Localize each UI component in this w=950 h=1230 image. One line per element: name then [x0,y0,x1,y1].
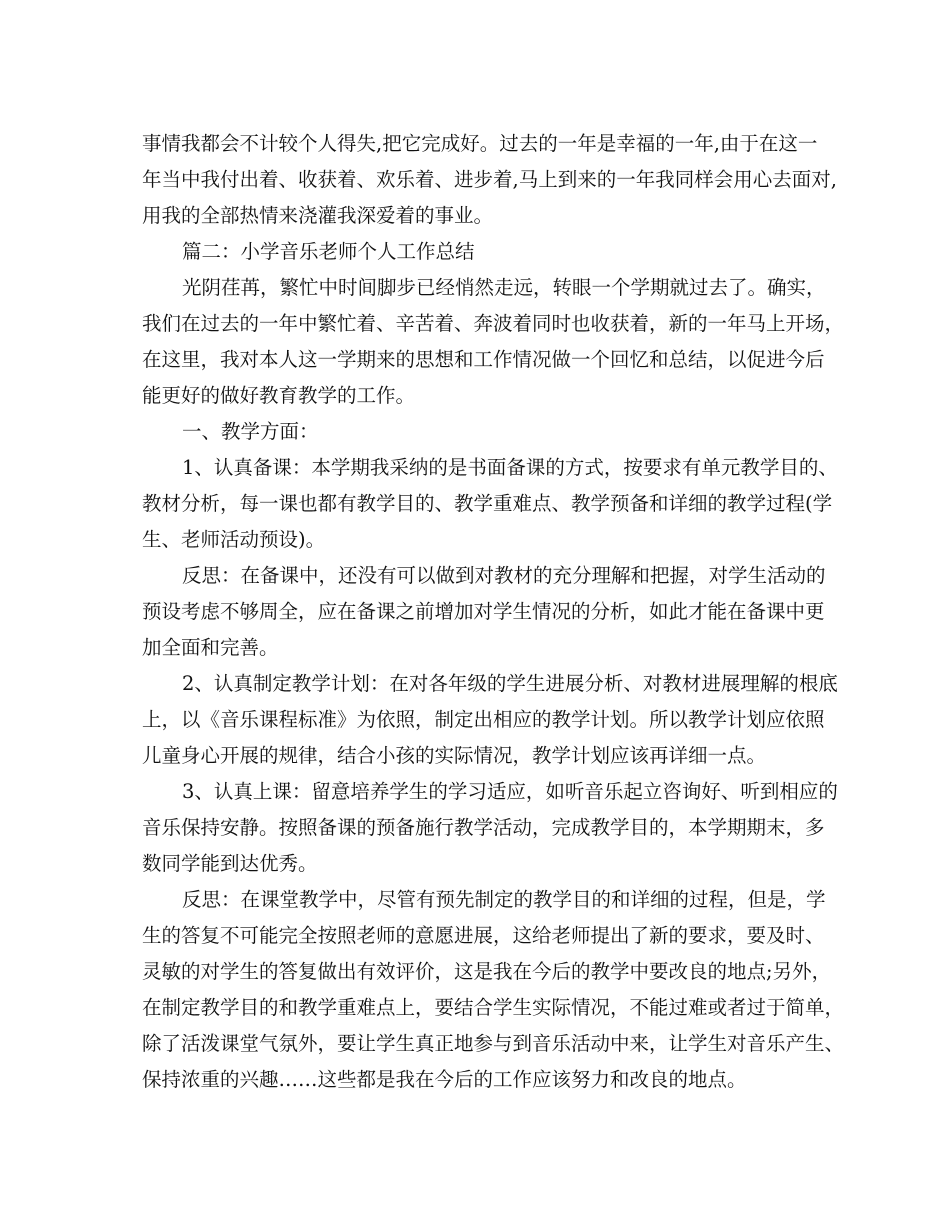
text-line: 反思：在课堂教学中，尽管有预先制定的教学目的和详细的过程，但是，学 [182,888,826,911]
text-line: 音乐保持安静。按照备课的预备施行教学活动，完成教学目的，本学期期末，多 [142,816,825,839]
text-line: 事情我都会不计较个人得失,把它完成好。过去的一年是幸福的一年,由于在这一 [142,132,818,155]
text-line: 除了活泼课堂气氛外，要让学生真正地参与到音乐活动中来，让学生对音乐产生、 [142,1032,845,1055]
text-line: 反思：在备课中，还没有可以做到对教材的充分理解和把握，对学生活动的 [182,564,826,587]
text-line: 我们在过去的一年中繁忙着、辛苦着、奔波着同时也收获着，新的一年马上开场， [142,312,845,335]
text-line: 灵敏的对学生的答复做出有效评价，这是我在今后的教学中要改良的地点;另外， [142,960,832,983]
text-line: 教材分析，每一课也都有教学目的、教学重难点、教学预备和详细的教学过程(学 [142,492,833,515]
text-line: 年当中我付出着、收获着、欢乐着、进步着,马上到来的一年我同样会用心去面对, [142,168,837,191]
text-line: 在制定教学目的和教学重难点上，要结合学生实际情况，不能过难或者过于简单， [142,996,845,1019]
text-line: 加全面和完善。 [142,636,279,659]
text-line: 篇二：小学音乐老师个人工作总结 [182,240,475,263]
text-line: 生、老师活动预设)。 [142,528,326,551]
text-line: 一、教学方面： [182,420,319,443]
text-line: 3、认真上课：留意培养学生的学习适应，如听音乐起立咨询好、听到相应的 [182,780,838,803]
text-line: 保持浓重的兴趣……这些都是我在今后的工作应该努力和改良的地点。 [142,1068,747,1091]
text-line: 光阴荏苒，繁忙中时间脚步已经悄然走远，转眼一个学期就过去了。确实， [182,276,826,299]
document-body [142,126,845,1098]
text-line: 在这里，我对本人这一学期来的思想和工作情况做一个回忆和总结，以促进今后 [142,348,825,371]
text-line: 预设考虑不够周全，应在备课之前增加对学生情况的分析，如此才能在备课中更 [142,600,825,623]
text-line: 用我的全部热情来浇灌我深爱着的事业。 [142,204,494,227]
text-line: 数同学能到达优秀。 [142,852,318,875]
text-line: 儿童身心开展的规律，结合小孩的实际情况，教学计划应该再详细一点。 [142,744,767,767]
text-line: 生的答复不可能完全按照老师的意愿进展，这给老师提出了新的要求，要及时、 [142,924,825,947]
text-line: 上，以《音乐课程标准》为依照，制定出相应的教学计划。所以教学计划应依照 [142,708,825,731]
text-line: 能更好的做好教育教学的工作。 [142,384,416,407]
text-line: 1、认真备课：本学期我采纳的是书面备课的方式，按要求有单元教学目的、 [182,456,838,479]
text-line: 2、认真制定教学计划：在对各年级的学生进展分析、对教材进展理解的根底 [182,672,838,695]
